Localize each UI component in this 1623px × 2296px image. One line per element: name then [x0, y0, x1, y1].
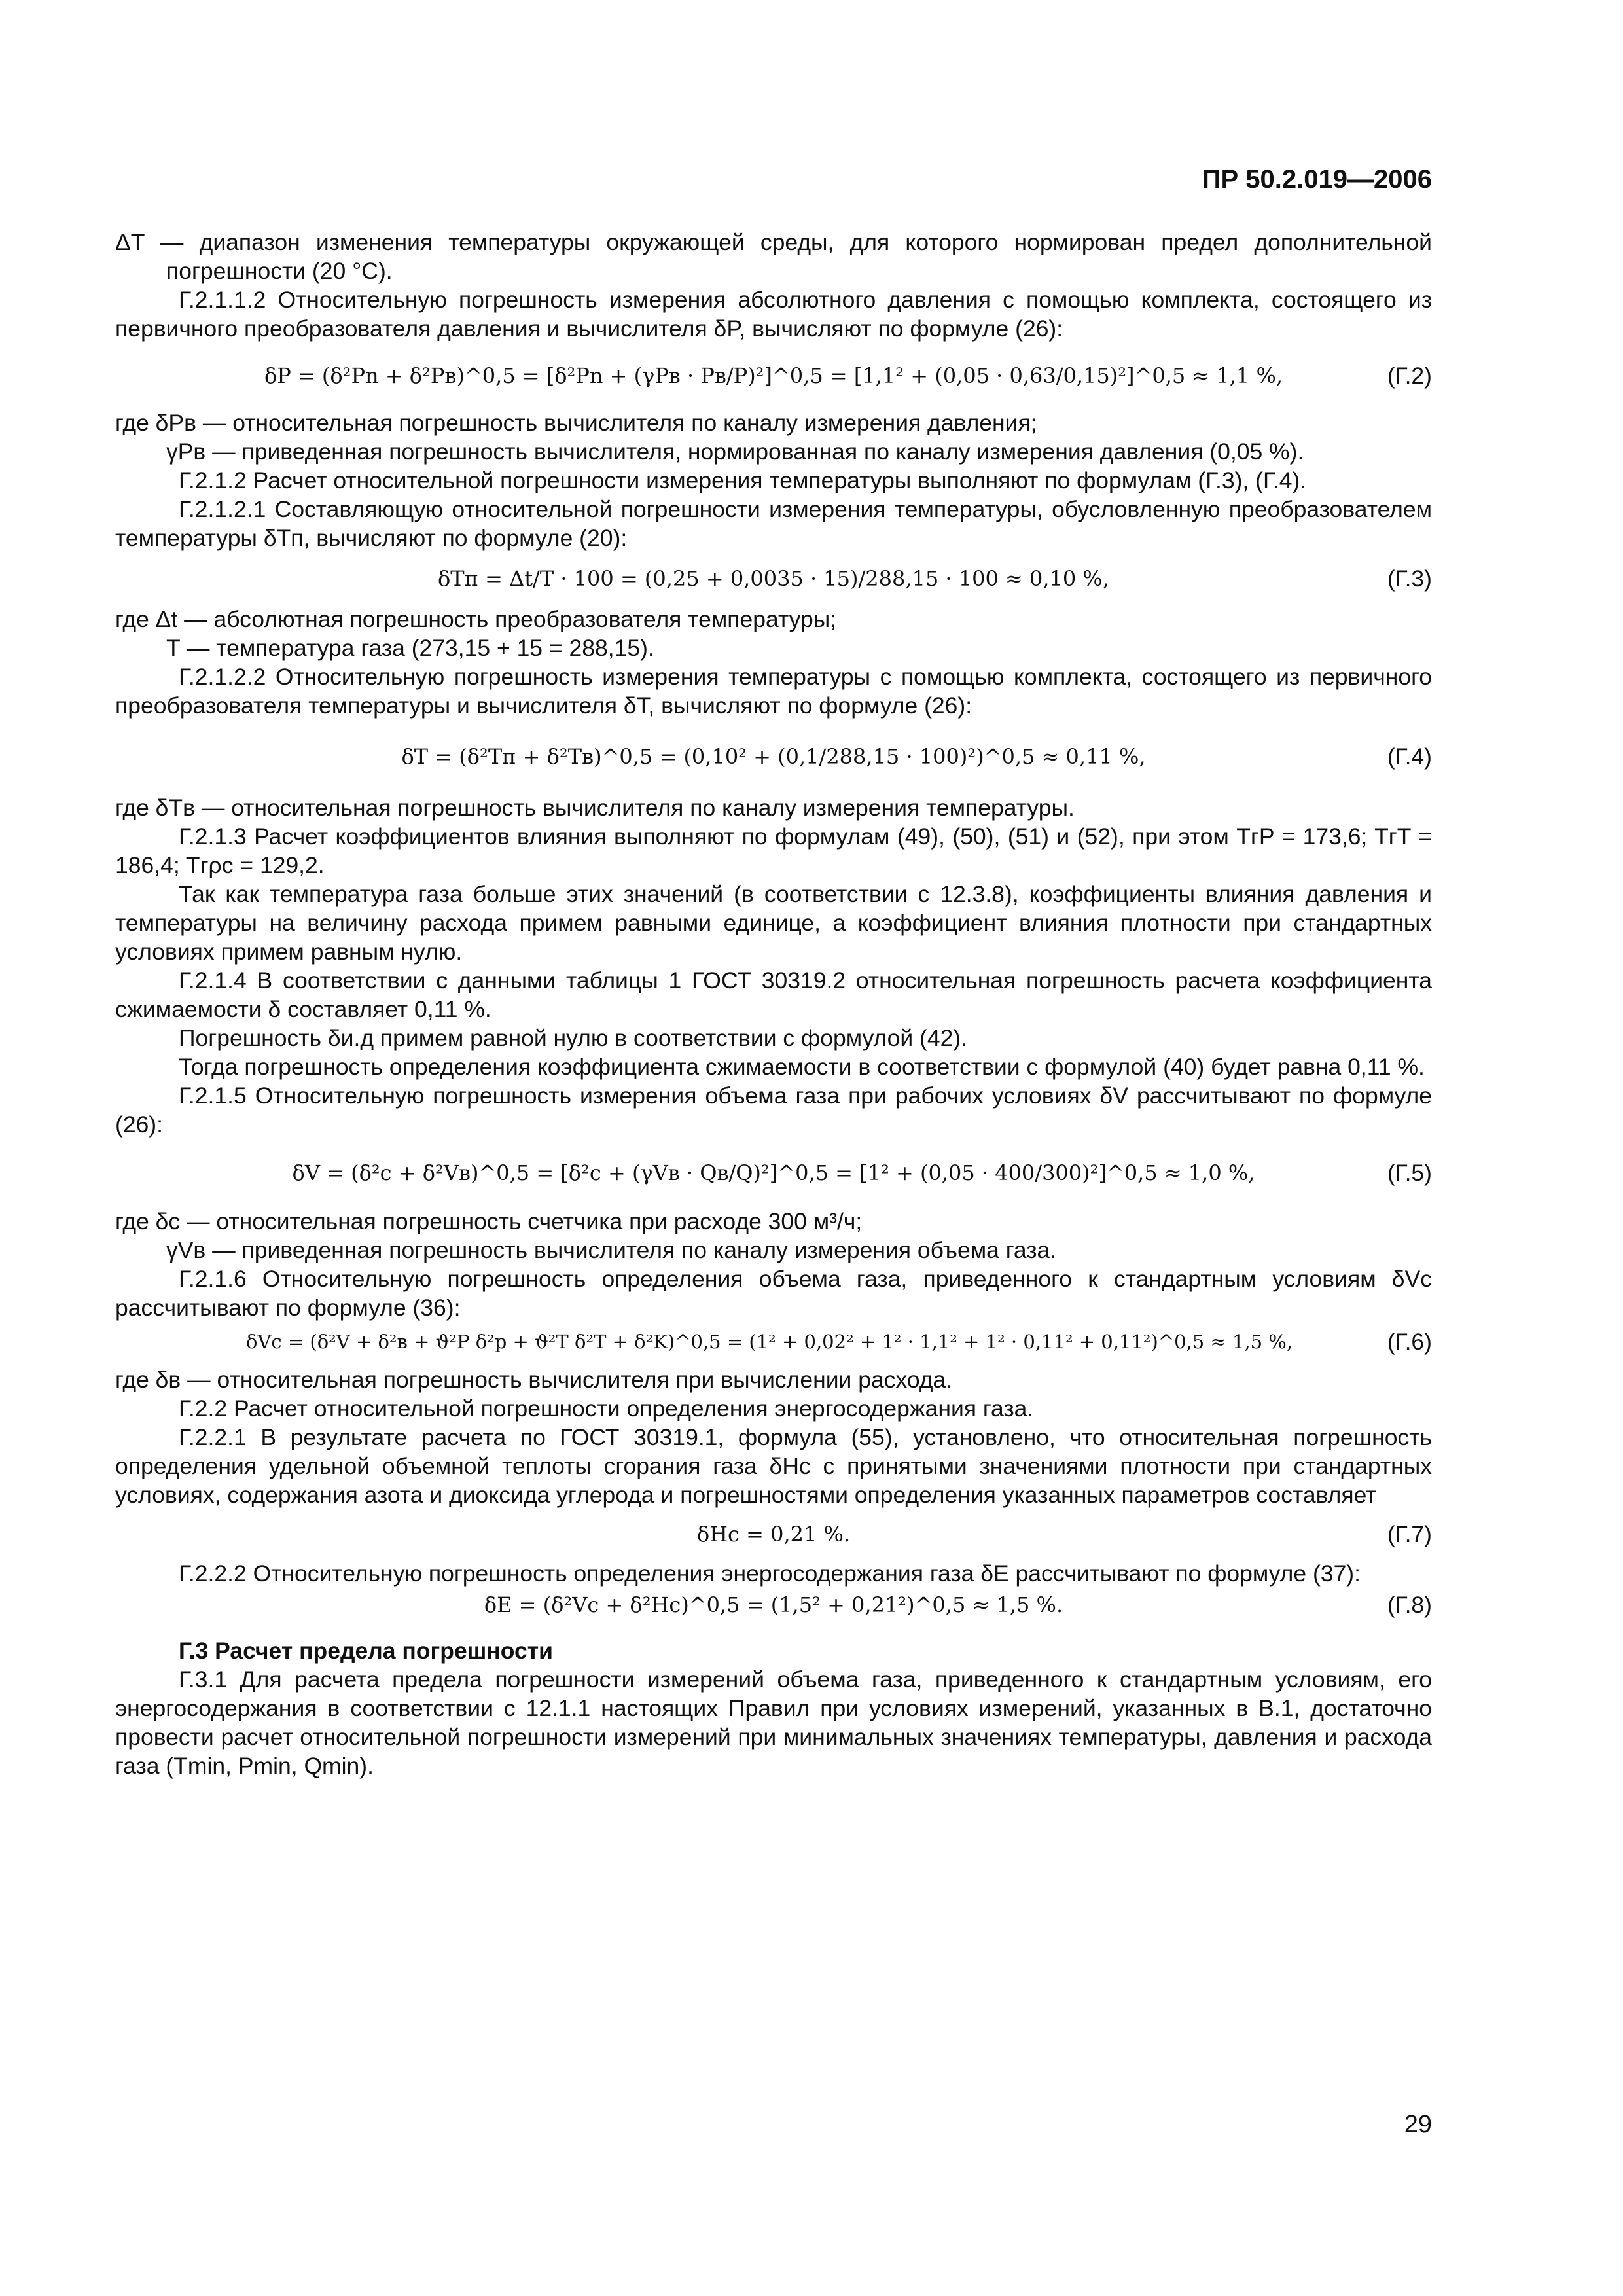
paragraph-g2116: Г.2.1.6 Относительную погрешность определения объема газа, приведенного к стандартным условиям δVс рассчитывают по формуле (36):	[115, 1266, 1432, 1321]
paragraph-g2115: Г.2.1.5 Относительную погрешность измерения объема газа при рабочих условиях δV рассчитывают по формуле (26):	[115, 1083, 1432, 1138]
paragraph-error: Погрешность δи.д примем равной нулю в соответствии с формулой (42).	[179, 1025, 968, 1051]
paragraph-g21121: Г.2.1.2.1 Составляющую относительной погрешности измерения температуры, обусловленную преобразователем температуры δTп, вычисляют по формуле (20):	[115, 496, 1432, 551]
equation-number: (Г.7)	[1387, 1521, 1432, 1547]
paragraph-since: Так как температура газа больше этих значений (в соответствии с 12.3.8), коэффициенты влияния давления и температуры на величину расхода примем равными единице, а коэффициент влияния плотности при стандартных условиях примем равным нулю.	[115, 881, 1432, 965]
paragraph-g2114: Г.2.1.4 В соответствии с данными таблицы 1 ГОСТ 30319.2 относительная погрешность расчета коэффициента сжимаемости δ составляет 0,11 %.	[115, 967, 1432, 1022]
formula-g4: δT = (δ²Tп + δ²Tв)^0,5 = (0,10² + (0,1/288,15 · 100)²)^0,5 ≈ 0,11 %,	[401, 744, 1146, 769]
paragraph-g21112: Г.2.1.1.2 Относительную погрешность измерения абсолютного давления с помощью комплекта, состоящего из первичного преобразователя давления и вычислителя δP, вычисляют по формуле (26):	[115, 287, 1432, 342]
formula-g8: δE = (δ²Vс + δ²Hс)^0,5 = (1,5² + 0,21²)^0,5 ≈ 1,5 %.	[484, 1592, 1063, 1617]
paragraph-g222: Г.2.2 Расчет относительной погрешности определения энергосодержания газа.	[179, 1395, 1034, 1422]
paragraph-then: Тогда погрешность определения коэффициента сжимаемости в соответствии с формулой (40) будет равна 0,11 %.	[179, 1054, 1425, 1080]
paragraph-g31: Г.3.1 Для расчета предела погрешности измерений объема газа, приведенного к стандартным условиям, его энергосодержания в соответствии с 12.1.1 настоящих Правил при условиях измерений, указанных в В.1, достаточно провести расчет относительной погрешности измерений при минимальных значениях температуры, давления и расхода газа (Tmin, Pmin, Qmin).	[115, 1666, 1432, 1779]
page-body	[115, 228, 1432, 1780]
formula-g2: δP = (δ²Pn + δ²Pв)^0,5 = [δ²Pn + (γPв · Pв/P)²]^0,5 = [1,1² + (0,05 · 0,63/0,15)²]^0,5 ≈ 1,1 %,	[264, 363, 1283, 388]
paragraph-g2113: Г.2.1.3 Расчет коэффициентов влияния выполняют по формулам (49), (50), (51) и (52), при этом TгP = 173,6; TгT = 186,4; Tгρс = 129,2.	[115, 823, 1432, 878]
gamma-pv-definition: γPв — приведенная погрешность вычислителя, нормированная по каналу измерения давления (0,05 %).	[166, 439, 1304, 465]
equation-number: (Г.5)	[1387, 1160, 1432, 1186]
dt-definition: ΔT — диапазон изменения температуры окружающей среды, для которого нормирован предел дополнительной погрешности (20 °С).	[115, 229, 1432, 284]
where-delta-v: где δв — относительная погрешность вычислителя при вычислении расхода.	[115, 1367, 953, 1393]
equation-number: (Г.8)	[1387, 1592, 1432, 1618]
equation-number: (Г.6)	[1387, 1329, 1432, 1355]
where-delta-t: где Δt — абсолютная погрешность преобразователя температуры;	[115, 606, 837, 632]
equation-g6	[115, 1327, 1432, 1356]
t-definition: T — температура газа (273,15 + 15 = 288,15).	[166, 635, 654, 661]
equation-g8	[115, 1590, 1432, 1619]
formula-g5: δV = (δ²с + δ²Vв)^0,5 = [δ²с + (γVв · Qв/Q)²]^0,5 = [1² + (0,05 · 400/300)²]^0,5 ≈ 1,0 %,	[292, 1160, 1255, 1185]
where-delta-pv: где δPв — относительная погрешность вычислителя по каналу измерения давления;	[115, 410, 1037, 436]
formula-g7: δНс = 0,21 %.	[696, 1522, 851, 1547]
paragraph-g21122: Г.2.1.2.2 Относительную погрешность измерения температуры с помощью комплекта, состоящего из первичного преобразователя температуры и вычислителя δT, вычисляют по формуле (26):	[115, 664, 1432, 719]
equation-g3	[115, 564, 1432, 593]
equation-g2	[115, 361, 1432, 390]
formula-g6: δVс = (δ²V + δ²в + ϑ²P δ²p + ϑ²T δ²T + δ²K)^0,5 = (1² + 0,02² + 1² · 1,1² + 1² · 0,11² + 0,11²)^0,5 ≈ 1,5 %,	[246, 1331, 1293, 1353]
equation-g4	[115, 742, 1432, 771]
gamma-vv-definition: γVв — приведенная погрешность вычислителя по каналу измерения объема газа.	[166, 1237, 1057, 1263]
equation-g7	[115, 1520, 1432, 1549]
formula-g3: δTп = Δt/T · 100 = (0,25 + 0,0035 · 15)/288,15 · 100 ≈ 0,10 %,	[437, 566, 1109, 591]
equation-g5	[115, 1158, 1432, 1187]
document-id-header: ПР 50.2.019—2006	[1202, 165, 1432, 194]
equation-number: (Г.2)	[1387, 363, 1432, 389]
paragraph-g2221: Г.2.2.1 В результате расчета по ГОСТ 30319.1, формула (55), установлено, что относительная погрешность определения удельной объемной теплоты сгорания газа δНс с принятыми значениями плотности при стандартных условиях, содержания азота и диоксида углерода и погрешностями определения указанных параметров составляет	[115, 1424, 1432, 1508]
equation-number: (Г.3)	[1387, 565, 1432, 592]
paragraph-g2222: Г.2.2.2 Относительную погрешность определения энергосодержания газа δE рассчитывают по формуле (37):	[179, 1560, 1361, 1587]
where-delta-tv: где δTв — относительная погрешность вычислителя по каналу измерения температуры.	[115, 795, 1075, 821]
page-number: 29	[1404, 2111, 1432, 2138]
section-heading-g3: Г.3 Расчет предела погрешности	[179, 1638, 553, 1664]
where-delta-c: где δс — относительная погрешность счетчика при расходе 300 м³/ч;	[115, 1208, 863, 1234]
equation-number: (Г.4)	[1387, 744, 1432, 770]
paragraph-g2112: Г.2.1.2 Расчет относительной погрешности измерения температуры выполняют по формулам (Г.3), (Г.4).	[179, 467, 1307, 493]
